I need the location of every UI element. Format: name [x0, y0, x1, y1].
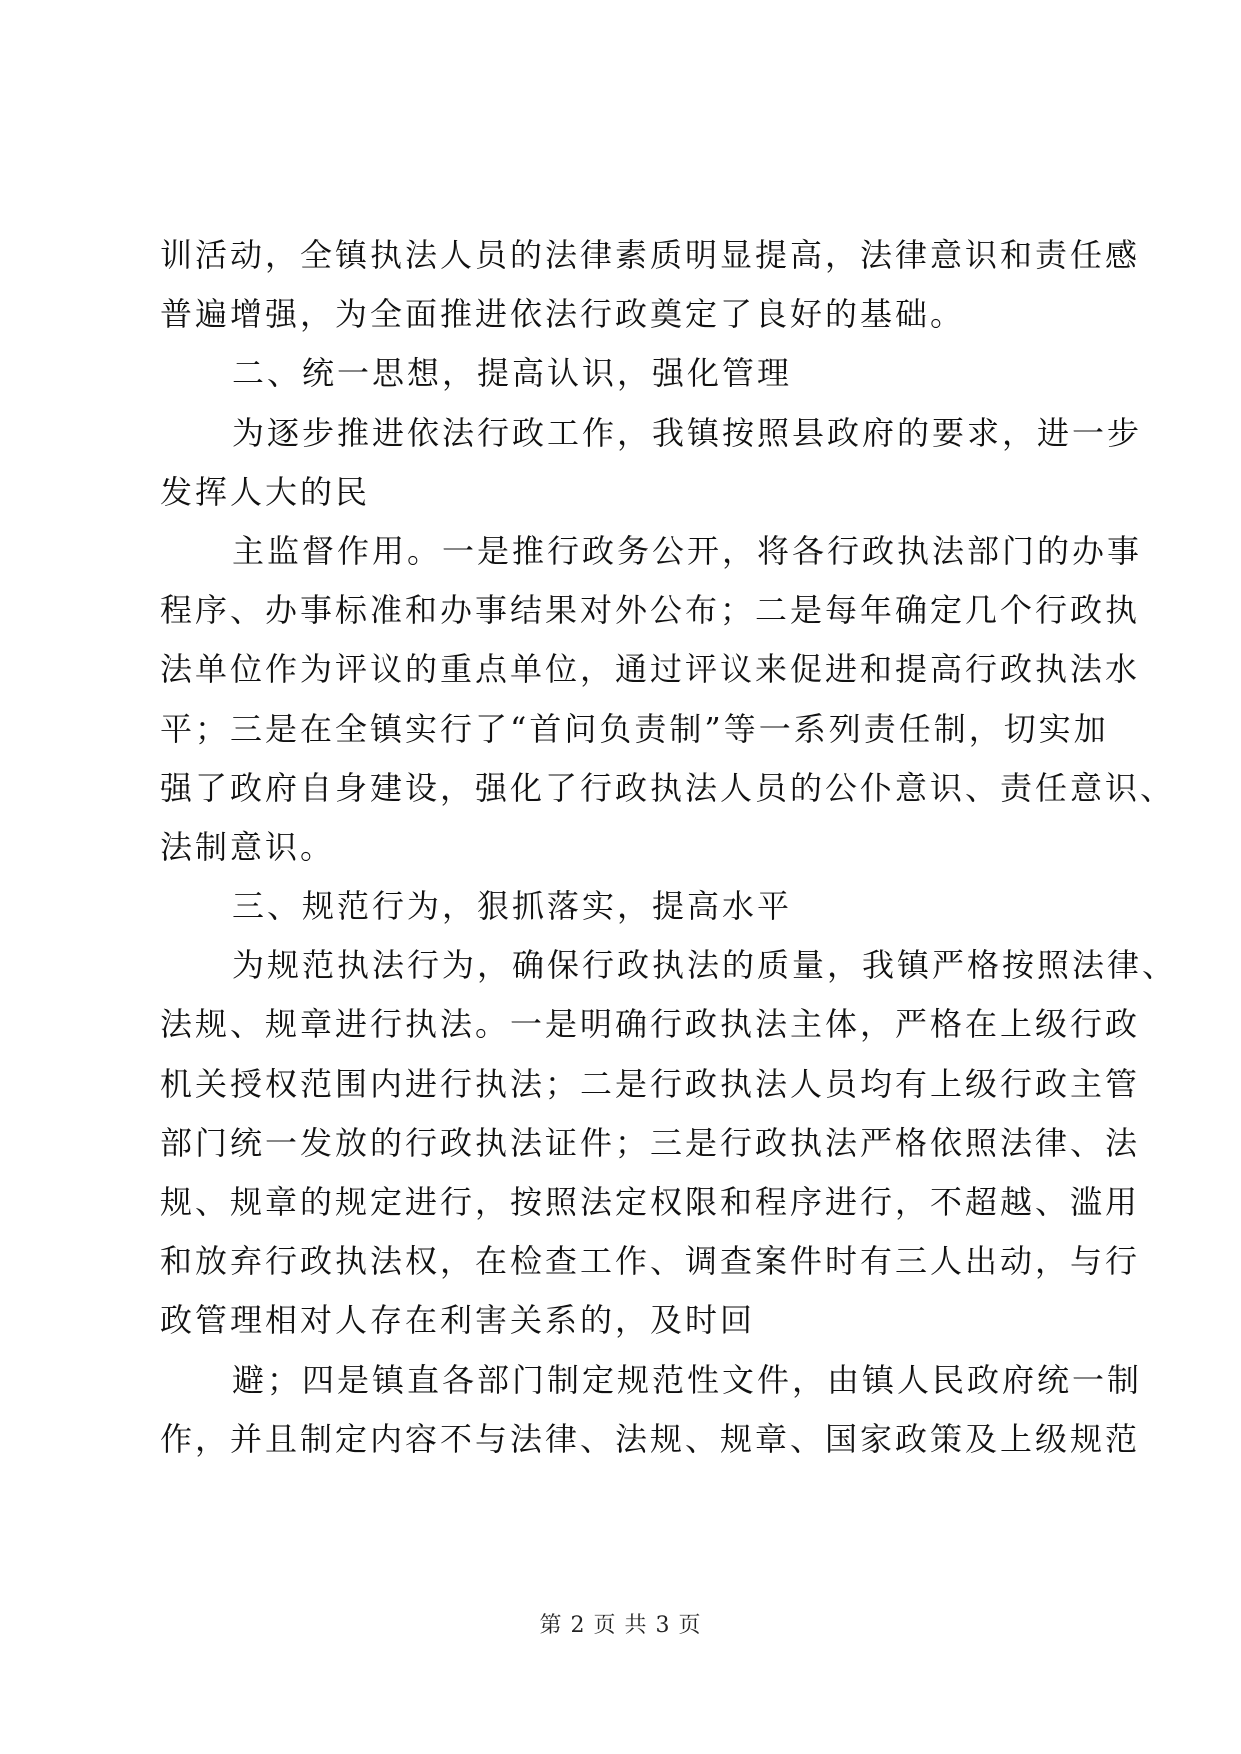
text-line: 强了政府自身建设，强化了行政执法人员的公仆意识、责任意识、 — [160, 768, 1176, 807]
text-line: 二、统一思想，提高认识，强化管理 — [232, 354, 793, 393]
text-line: 为规范执法行为，确保行政执法的质量，我镇严格按照法律、 — [232, 946, 1178, 985]
text-line: 法单位作为评议的重点单位，通过评议来促进和提高行政执法水 — [160, 650, 1141, 689]
text-line: 避；四是镇直各部门制定规范性文件，由镇人民政府统一制 — [232, 1360, 1143, 1399]
text-line: 普遍增强，为全面推进依法行政奠定了良好的基础。 — [160, 295, 966, 334]
page-number-footer: 第 2 页 共 3 页 — [539, 1613, 702, 1638]
text-line: 主监督作用。一是推行政务公开，将各行政执法部门的办事 — [232, 531, 1143, 570]
text-line: 平；三是在全镇实行了“首问负责制”等一系列责任制，切实加 — [160, 709, 1109, 748]
text-line: 法制意识。 — [160, 827, 336, 866]
text-line: 训活动，全镇执法人员的法律素质明显提高，法律意识和责任感 — [160, 236, 1141, 274]
text-line: 规、规章的规定进行，按照法定权限和程序进行，不超越、滥用 — [160, 1183, 1141, 1221]
text-line: 法规、规章进行执法。一是明确行政执法主体，严格在上级行政 — [160, 1005, 1141, 1044]
text-line: 为逐步推进依法行政工作，我镇按照县政府的要求，进一步 — [232, 413, 1143, 452]
text-line: 程序、办事标准和办事结果对外公布；二是每年确定几个行政执 — [160, 591, 1141, 630]
text-line: 机关授权范围内进行执法；二是行政执法人员均有上级行政主管 — [160, 1064, 1141, 1103]
text-line: 三、规范行为，狠抓落实，提高水平 — [232, 887, 793, 926]
text-line: 政管理相对人存在利害关系的，及时回 — [160, 1301, 756, 1340]
body-text — [160, 226, 1178, 1469]
text-line: 部门统一发放的行政执法证件；三是行政执法严格依照法律、法 — [160, 1123, 1141, 1162]
text-line: 作，并且制定内容不与法律、法规、规章、国家政策及上级规范 — [160, 1419, 1141, 1458]
text-line: 发挥人大的民 — [160, 472, 371, 511]
text-line: 和放弃行政执法权，在检查工作、调查案件时有三人出动，与行 — [160, 1242, 1141, 1281]
